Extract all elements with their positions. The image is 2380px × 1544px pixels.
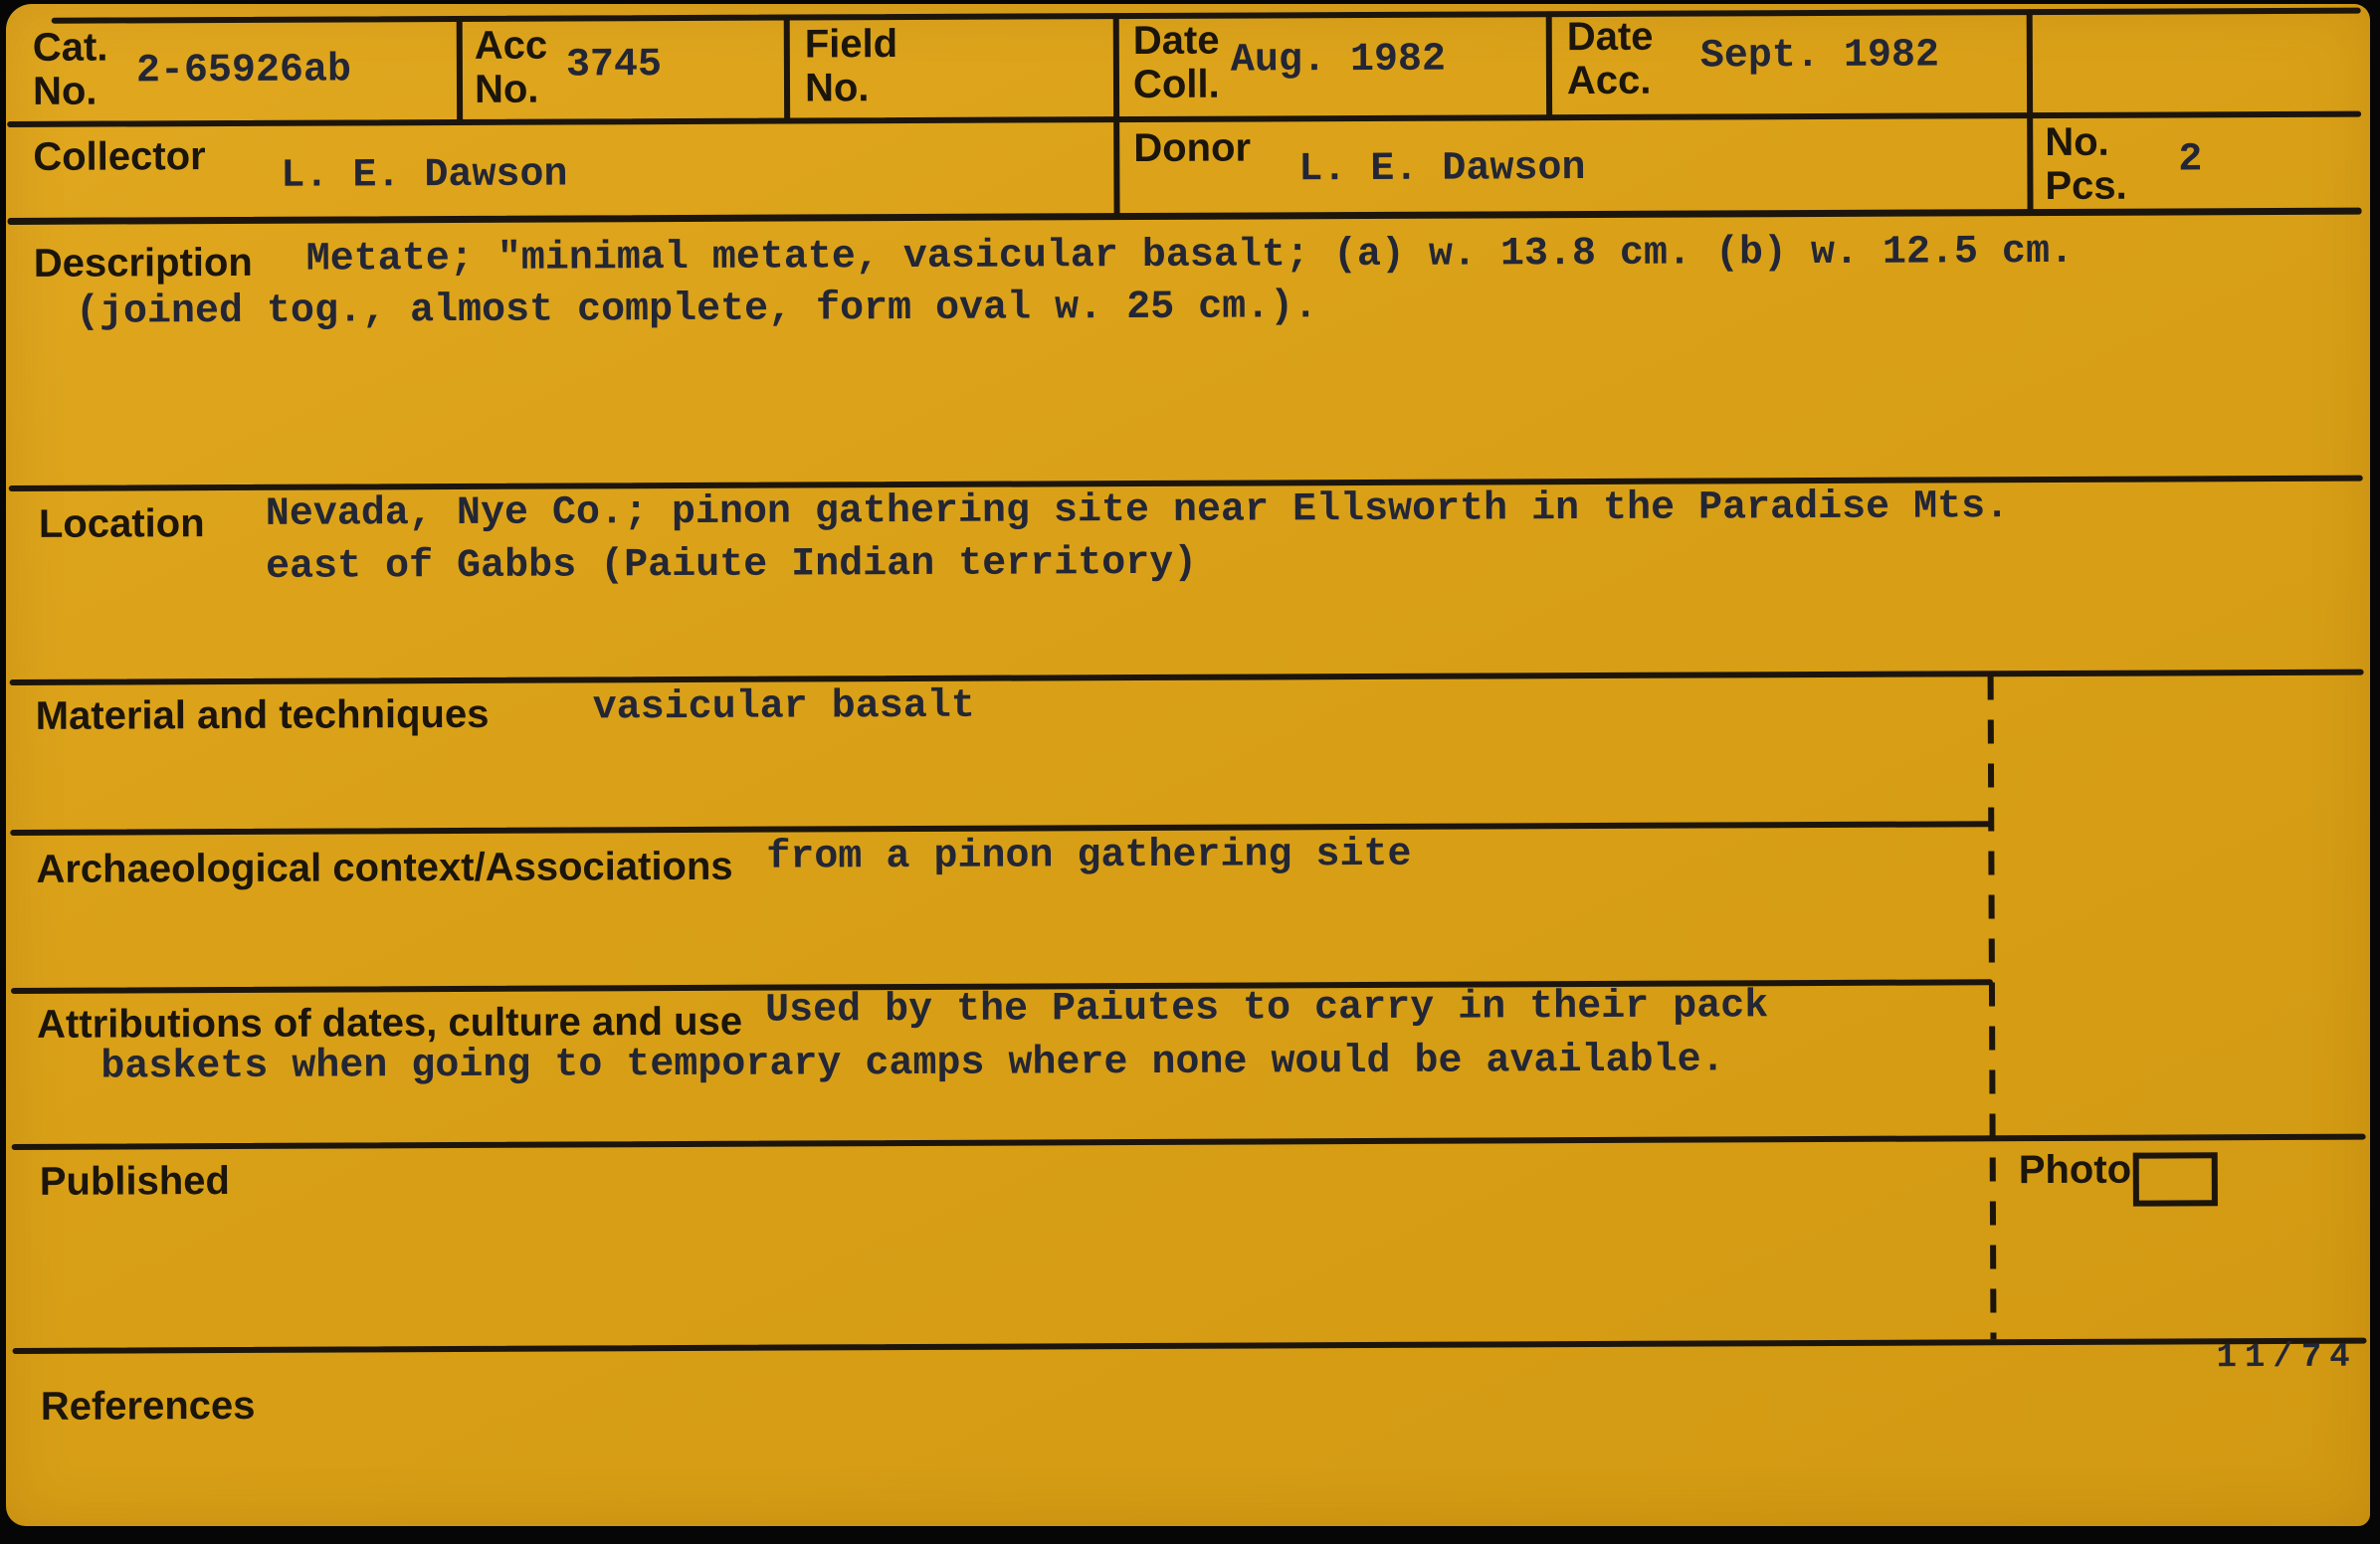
location-value-line2: east of Gabbs (Paiute Indian territory) [266, 540, 1198, 590]
field-no-label-line2: No. [804, 66, 870, 110]
grid-dashed-divider [1988, 676, 1997, 1339]
acc-no-value: 3745 [565, 43, 663, 89]
donor-label: Donor [1133, 125, 1252, 171]
material-label: Material and techniques [35, 691, 490, 738]
cat-no-label-line2: No. [32, 69, 98, 113]
grid-divider-datecoll-dateacc [1546, 11, 1552, 118]
no-pcs-value: 2 [2178, 137, 2203, 183]
context-value: from a pinon gathering site [766, 832, 1412, 880]
grid-line-row2-bottom [8, 208, 2362, 225]
collector-value: L. E. Dawson [281, 152, 568, 199]
acc-no-label-line2: No. [474, 67, 539, 111]
date-coll-label-line2: Coll. [1132, 62, 1220, 107]
references-label: References [40, 1383, 256, 1429]
grid-divider-accno-fieldno [784, 15, 790, 122]
description-label: Description [33, 240, 253, 286]
context-label: Archaeological context/Associations [36, 844, 733, 891]
grid-line-references-top [13, 1338, 2367, 1354]
grid-divider-right [2027, 9, 2034, 213]
location-value-line1: Nevada, Nye Co.; pinon gathering site near Ellsworth in the Paradise Mts. [265, 484, 2010, 537]
description-value-line1: Metate; "minimal metate, vasicular basalt; (a) w. 13.8 cm. (b) w. 12.5 cm. [305, 229, 2075, 283]
date-coll-label-line1: Date [1132, 18, 1220, 64]
material-value: vasicular basalt [592, 683, 975, 731]
collector-label: Collector [33, 134, 206, 179]
date-acc-value: Sept. 1982 [1699, 33, 1940, 80]
acc-no-label-line1: Acc [474, 23, 548, 68]
date-coll-value: Aug. 1982 [1230, 37, 1447, 84]
location-label: Location [38, 501, 205, 546]
attributions-label: Attributions of dates, culture and use [37, 999, 743, 1047]
date-acc-label-line1: Date [1566, 14, 1654, 60]
cat-no-value: 2-65926ab [135, 48, 352, 95]
grid-divider-catno-accno [457, 16, 463, 123]
attributions-value-line2: baskets when going to temporary camps where none would be available. [100, 1038, 1725, 1090]
grid-line-published-top [12, 1134, 2366, 1150]
form-number: 11/74 [2216, 1338, 2358, 1378]
field-no-label-line1: Field [804, 22, 898, 67]
published-label: Published [39, 1158, 231, 1204]
no-pcs-label-line1: No. [2045, 119, 2109, 165]
attributions-value-line1: Used by the Paiutes to carry in their pack [764, 984, 1769, 1034]
grid-line-row1-bottom [7, 111, 2361, 127]
photo-label: Photo [2018, 1147, 2132, 1193]
no-pcs-label-line2: Pcs. [2045, 163, 2127, 209]
date-acc-label-line2: Acc. [1566, 58, 1652, 103]
cat-no-label-line1: Cat. [32, 25, 108, 70]
grid-divider-center [1113, 13, 1120, 217]
donor-value: L. E. Dawson [1298, 146, 1586, 193]
description-value-line2: (joined tog., almost complete, form oval w. 25 cm.). [75, 285, 1318, 335]
photo-checkbox [2133, 1152, 2218, 1206]
grid-line-material-top [10, 670, 2364, 685]
